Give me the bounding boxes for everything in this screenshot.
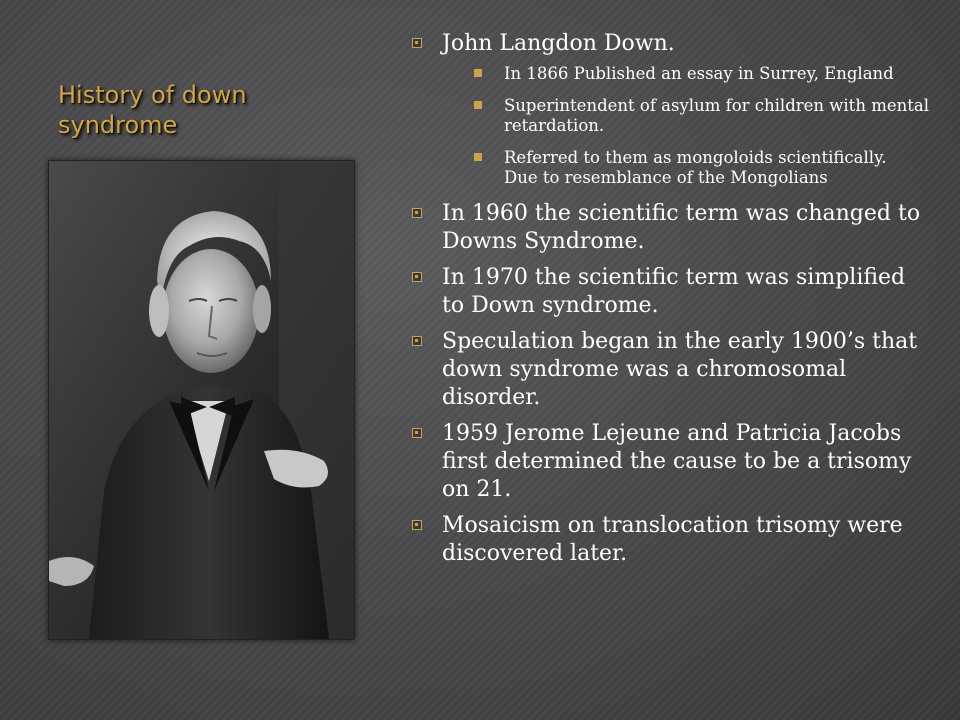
- portrait-illustration: [49, 161, 354, 639]
- sub-bullet-text: Superintendent of asylum for children with mental retardation.: [504, 96, 929, 135]
- bullet-list: [412, 30, 932, 568]
- square-bullet-icon: [474, 101, 482, 109]
- square-bullet-icon: [412, 428, 422, 438]
- sub-bullet-mongoloids: [474, 148, 932, 188]
- square-bullet-icon: [474, 69, 482, 77]
- square-bullet-icon: [412, 38, 422, 48]
- sub-bullet-essay: [474, 64, 932, 84]
- portrait-photo: [48, 160, 355, 640]
- square-bullet-icon: [412, 208, 422, 218]
- bullet-john-langdon-down: [412, 30, 932, 188]
- bullet-text: John Langdon Down.: [442, 31, 675, 56]
- square-bullet-icon: [412, 520, 422, 530]
- square-bullet-icon: [412, 336, 422, 346]
- slide-title: History of down syndrome: [58, 81, 247, 139]
- bullet-text: Speculation began in the early 1900’s that down syndrome was a chromosomal disorder.: [442, 329, 918, 410]
- bullet-1959: [412, 420, 932, 504]
- content-area: [412, 30, 932, 576]
- bullet-text: Mosaicism on translocation trisomy were discovered later.: [442, 513, 903, 566]
- bullet-text: 1959 Jerome Lejeune and Patricia Jacobs first determined the cause to be a trisomy on 21.: [442, 421, 912, 502]
- square-bullet-icon: [412, 272, 422, 282]
- sub-bullet-text: In 1866 Published an essay in Surrey, England: [504, 64, 894, 83]
- square-bullet-icon: [474, 153, 482, 161]
- bullet-1960: [412, 200, 932, 256]
- bullet-speculation: [412, 328, 932, 412]
- bullet-1970: [412, 264, 932, 320]
- bullet-mosaicism: [412, 512, 932, 568]
- bullet-text: In 1970 the scientific term was simplified to Down syndrome.: [442, 265, 906, 318]
- bullet-text: In 1960 the scientific term was changed to Downs Syndrome.: [442, 201, 921, 254]
- sub-bullet-superintendent: [474, 96, 932, 136]
- sub-bullet-list: [474, 64, 932, 188]
- sub-bullet-text: Referred to them as mongoloids scientifically. Due to resemblance of the Mongolians: [504, 148, 908, 187]
